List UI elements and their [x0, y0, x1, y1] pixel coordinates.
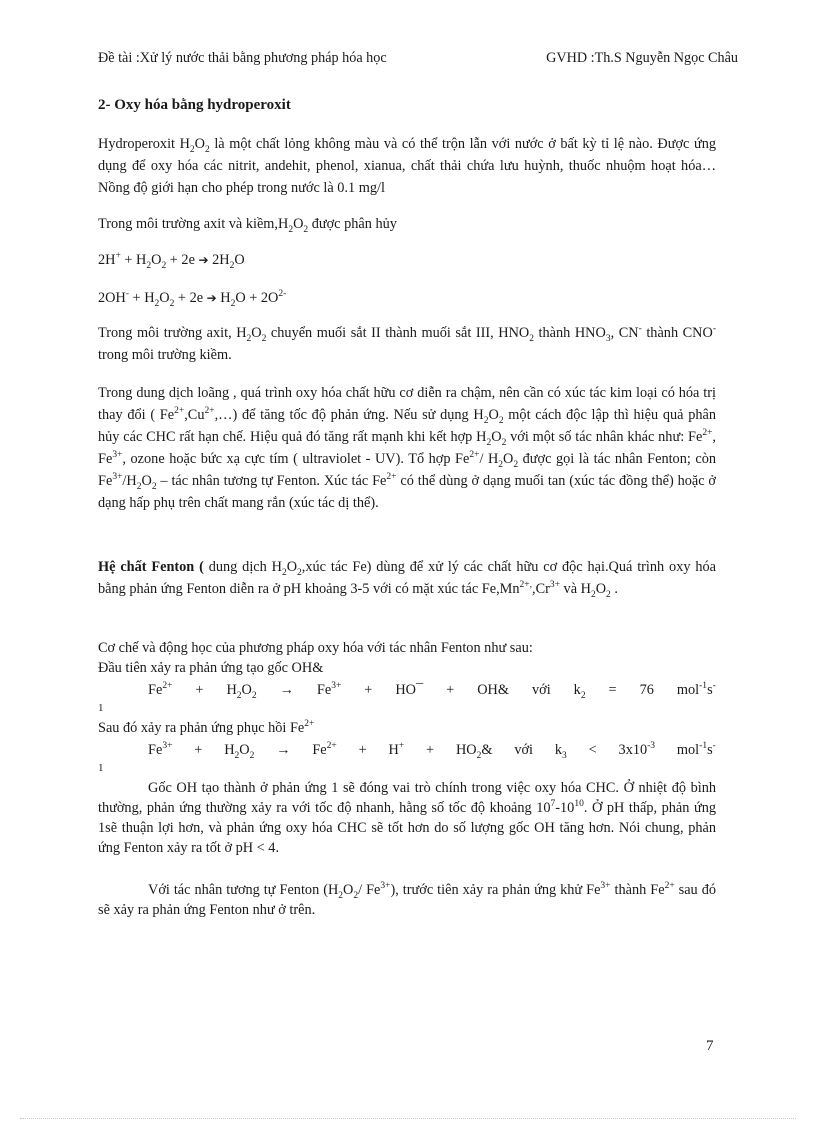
- paragraph-oh-radical: Gốc OH tạo thành ở phản ứng 1 sẽ đóng vai trò chính trong việc oxy hóa CHC. Ở nhiệt độ bình thường, phản ứng thường xảy ra với tốc độ nhanh, hằng số tốc độ khoảng $10^7-10^{10}$. Ở pH thấp, phản ứng 1sẽ thuận lợi hơn, và phản ứng oxy hóa CHC sẽ tốt hơn do số lượng gốc OH tăng hơn. Nói chung, phản ứng Fenton xảy ra tốt ở pH < 4.: [98, 780, 716, 856]
- arrow-icon: ➔: [206, 291, 217, 305]
- paragraph-fenton-system: Hệ chất Fenton ( dung dịch $H_2O_2,xúc$ tác Fe) dùng để xử lý các chất hữu cơ độc hại.Quá trình oxy hóa bằng phản ứng Fenton diễn ra ở pH khoảng 3-5 với có mặt xúc tác $Fe,Mn^{2+,},Cr^{3+}$ và $H_2O_2$ .: [98, 559, 716, 600]
- paragraph-mechanism: Cơ chế và động học của phương pháp oxy hóa với tác nhân Fenton như sau:: [98, 640, 533, 656]
- reaction-1: $Fe^{2+}$ + $H_2O_2$ → $Fe^{3+}$ + HO¯ + OH& với $k_2$ = 76 mol$^{-1}$s-: [148, 681, 716, 701]
- reaction-1-wrap: 1: [98, 702, 104, 714]
- equation-acid: $2H^+ + H_2O_2 + 2e$ ➔ $2H_2O$: [98, 251, 245, 271]
- page-header: [98, 50, 738, 67]
- page-bottom-divider: [20, 1118, 796, 1119]
- paragraph-decomposition: Trong môi trường axit và $kiềm,H_2O_2$ được phân hủy: [98, 216, 397, 235]
- reaction-2-wrap: 1: [98, 762, 104, 774]
- arrow-icon: ➔: [198, 253, 209, 267]
- paragraph-hydroperoxit-intro: Hydroperoxit $H_2O_2$ là một chất lỏng không màu và có thể trộn lẫn với nước ở bất kỳ tỉ lệ nào. Được ứng dụng để oxy hóa các nitrit, andehit, phenol, xianua, chất thải chứa lưu huỳnh, thuốc nhuộm hoạt hóa…Nồng độ giới hạn cho phép trong nước là 0.1 mg/l: [98, 136, 716, 196]
- page-number: 7: [706, 1038, 714, 1054]
- header-topic: Đề tài :Xử lý nước thải bằng phương pháp hóa học: [98, 50, 387, 66]
- paragraph-first-reaction: Đầu tiên xảy ra phản ứng tạo gốc OH&: [98, 660, 324, 676]
- header-advisor: GVHD :Th.S Nguyễn Ngọc Châu: [546, 50, 738, 66]
- paragraph-catalyst: Trong dung dịch loãng , quá trình oxy hóa chất hữu cơ diễn ra chậm, nên cần có xúc tác kim loại có hóa trị thay đổi ( $Fe^{2+},Cu^{2+},\dots$) để tăng tốc độ phản ứng. Nếu sử dụng $H_2O_2$ một cách độc lập thì hiệu quả phân hủy các CHC rất hạn chế. Hiệu quả đó tăng rất mạnh khi kết hợp $H_2O_2$ với một số tác nhân khác như: $Fe^{2+}$, $Fe^{3+}$, ozone hoặc bức xạ cực tím ( ultraviolet - UV). Tổ hợp $Fe^{2+}/$ $H_2O_2$ được gọi là tác nhân Fenton; còn $Fe^{3+}/H_2O_2$ – tác nhân tương tự Fenton. Xúc tác $Fe^{2+}$ có thể dùng ở dạng muối tan (xúc tác đồng thể) hoặc ở dạng hấp phụ trên chất mang rắn (xúc tác dị thể).: [98, 385, 717, 511]
- paragraph-regeneration: Sau đó xảy ra phản ứng phục hồi $Fe^{2+}$: [98, 719, 315, 736]
- reaction-2: $Fe^{3+}$ + $H_2O_2$ → $Fe^{2+}$ + H+ + $HO_2\&$ với $k_3$ < $3x10^{-3}$ mol$^{-1}$s-: [148, 741, 716, 761]
- equation-base: $2OH^- + H_2O_2 + 2e$ ➔ $H_2O + 2O^{2-}$: [98, 289, 287, 309]
- section-title: 2- Oxy hóa bằng hydroperoxit: [98, 97, 291, 113]
- paragraph-acid-conversion: Trong môi trường axit, $H_2O_2$ chuyển muối sắt II thành muối sắt III, $HNO_2$ thành $HNO_3$, CN- thành CNO- trong môi trường kiềm.: [98, 324, 716, 363]
- paragraph-fenton-like: Với tác nhân tương tự Fenton ($H_2O_2/$ $Fe^{3+}$), trước tiên xảy ra phản ứng khử $Fe^{3+}$ thành $Fe^{2+}$ sau đó sẽ xảy ra phản ứng Fenton như ở trên.: [98, 881, 716, 918]
